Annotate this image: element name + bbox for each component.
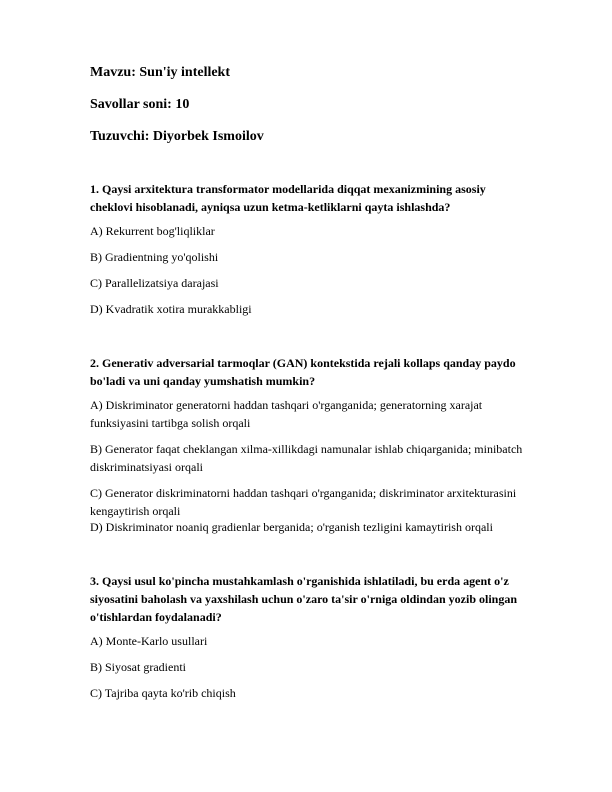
- question-3-option-a: A) Monte-Karlo usullari: [90, 634, 208, 648]
- question-2-text: 2. Generativ adversarial tarmoqlar (GAN) kontekstida rejali kollaps qanday paydo bo'ladi va uni qanday yumshatish mumkin?: [90, 356, 516, 388]
- question-count-line: Savollar soni: 10: [90, 97, 190, 112]
- question-1-option-b: B) Gradientning yo'qolishi: [90, 250, 219, 264]
- question-2-option-b: B) Generator faqat cheklangan xilma-xillikdagi namunalar ishlab chiqarganida; minibatch diskriminatsiyasi orqali: [90, 442, 523, 474]
- author-line: Tuzuvchi: Diyorbek Ismoilov: [90, 129, 264, 144]
- question-1-option-d: D) Kvadratik xotira murakkabligi: [90, 302, 252, 316]
- question-3-option-c: C) Tajriba qayta ko'rib chiqish: [90, 686, 236, 700]
- question-2-option-c: C) Generator diskriminatorni haddan tashqari o'rganganida; diskriminator arxitekturasini kengaytirish orqali: [90, 486, 517, 518]
- question-1-text: 1. Qaysi arxitektura transformator modellarida diqqat mexanizmining asosiy cheklovi hisoblanadi, ayniqsa uzun ketma-ketliklarni qayta ishlashda?: [90, 182, 486, 214]
- topic-line: Mavzu: Sun'iy intellekt: [90, 65, 231, 80]
- question-3-option-b: B) Siyosat gradienti: [90, 660, 186, 674]
- question-3-text: 3. Qaysi usul ko'pincha mustahkamlash o'rganishida ishlatiladi, bu erda agent o'z siyosatini baholash va yaxshilash uchun o'zaro ta'sir o'rniga oldindan yozib olingan o'tishlardan foydalanadi?: [90, 574, 518, 624]
- question-2-option-a: A) Diskriminator generatorni haddan tashqari o'rganganida; generatorning xarajat funksiyasini tartibga solish orqali: [90, 398, 483, 430]
- question-1-option-a: A) Rekurrent bog'liqliklar: [90, 224, 215, 238]
- question-1-option-c: C) Parallelizatsiya darajasi: [90, 276, 219, 290]
- question-2-option-d: D) Diskriminator noaniq gradienlar berganida; o'rganish tezligini kamaytirish orqali: [90, 520, 493, 534]
